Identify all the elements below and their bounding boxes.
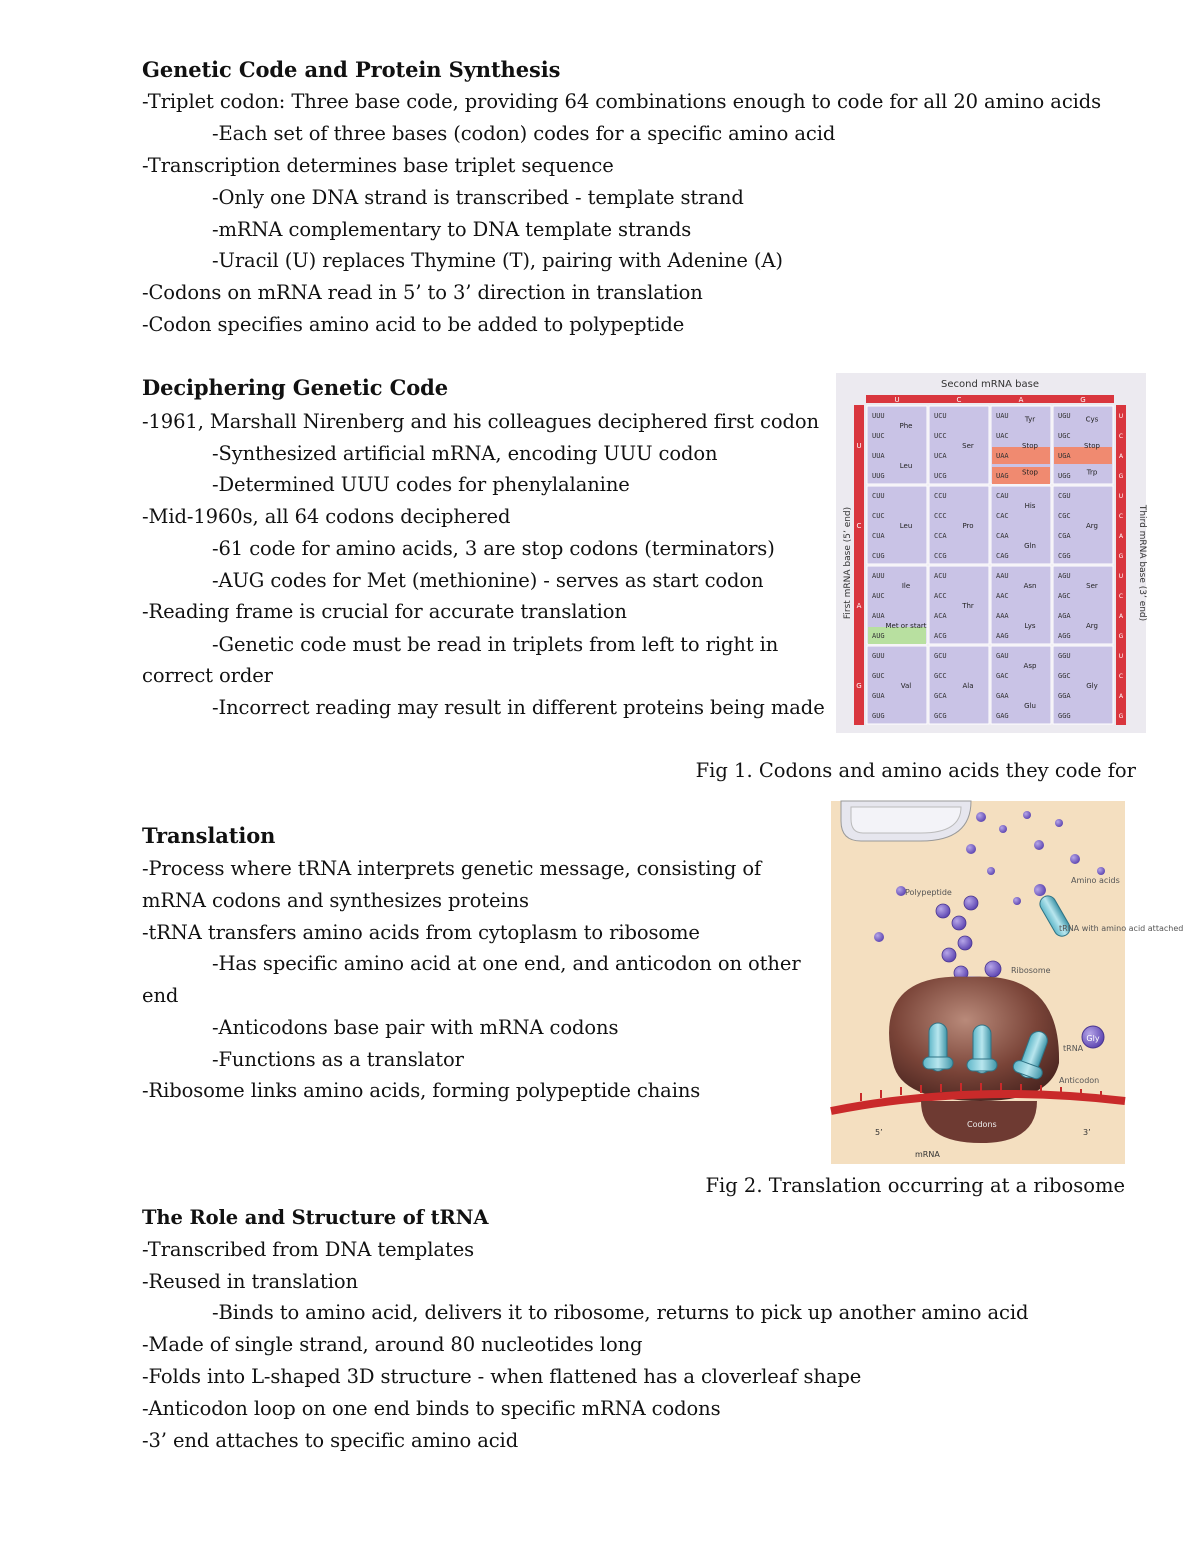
text-line: -Anticodons base pair with mRNA codons <box>212 1016 619 1039</box>
third-base-label: U <box>1118 413 1124 420</box>
amino-acid-label: Pro <box>962 522 974 530</box>
text-line: -Transcription determines base triplet sequence <box>142 154 614 177</box>
third-base-label: C <box>1118 433 1124 440</box>
codon-text: AGG <box>1058 632 1071 640</box>
codon-text: GAA <box>996 692 1009 700</box>
row-base-label: C <box>856 522 862 530</box>
text-line: -Incorrect reading may result in different proteins being made <box>212 696 825 719</box>
text-line: -Each set of three bases (codon) codes for a specific amino acid <box>212 122 836 145</box>
text-line: -Determined UUU codes for phenylalanine <box>212 473 630 496</box>
text-line: -Reused in translation <box>142 1270 358 1293</box>
codon-text: CCA <box>934 532 947 540</box>
codon-text: UUG <box>872 472 885 480</box>
amino-acid-label: Leu <box>899 522 913 530</box>
codon-table-svg <box>836 373 1146 733</box>
codon-text: AUA <box>872 612 885 620</box>
trna-attached-label: tRNA with amino acid attached <box>1059 924 1184 933</box>
amino-acid-label: Trp <box>1086 468 1098 477</box>
codon-text: GGA <box>1058 692 1071 700</box>
amino-acid-label: Lys <box>1024 622 1036 630</box>
codon-text: CAA <box>996 532 1009 540</box>
amino-acid-label: Stop <box>1084 442 1100 450</box>
codon-text: ACG <box>934 632 947 640</box>
row-base-label: A <box>856 602 862 610</box>
codon-text: ACC <box>934 592 947 600</box>
codon-text: GGG <box>1058 712 1071 720</box>
text-line: -Made of single strand, around 80 nucleotides long <box>142 1333 643 1356</box>
codon-text: CGC <box>1058 512 1071 520</box>
codon-text: AAG <box>996 632 1009 640</box>
text-line: -Reading frame is crucial for accurate translation <box>142 600 627 623</box>
codon-text: GUG <box>872 712 885 720</box>
text-line: -1961, Marshall Nirenberg and his colleagues deciphered first codon <box>142 410 819 433</box>
section-title: The Role and Structure of tRNA <box>142 1206 489 1229</box>
anticodon-label: Anticodon <box>1059 1076 1100 1085</box>
amino-acid-label: Cys <box>1085 415 1099 424</box>
amino-acid-label: Ala <box>962 682 974 690</box>
amino-acid-label: Ser <box>1086 582 1098 590</box>
section-title: Genetic Code and Protein Synthesis <box>142 57 561 82</box>
codon-text: GGU <box>1058 652 1071 660</box>
codon-text: UCA <box>934 452 947 460</box>
column-base-label: A <box>1018 396 1024 404</box>
section-title: Deciphering Genetic Code <box>142 375 449 400</box>
amino-acid-label: His <box>1024 502 1036 510</box>
text-line: -tRNA transfers amino acids from cytoplasm to ribosome <box>142 921 700 944</box>
codon-text: UUC <box>872 432 885 440</box>
third-base-label: A <box>1118 613 1124 620</box>
section-title: Translation <box>142 823 276 848</box>
codon-text: UAG <box>996 472 1009 480</box>
text-line: -Transcribed from DNA templates <box>142 1238 475 1261</box>
amino-acid-label: Val <box>900 682 912 690</box>
codon-text: UUU <box>872 412 885 420</box>
row-base-label: U <box>856 442 862 450</box>
codon-text: CUA <box>872 532 885 540</box>
third-base-label: G <box>1118 633 1124 640</box>
third-base-label: G <box>1118 713 1124 720</box>
text-line: -Ribosome links amino acids, forming polypeptide chains <box>142 1079 701 1102</box>
text-line: -mRNA complementary to DNA template strands <box>212 218 692 241</box>
text-line: -Functions as a translator <box>212 1048 464 1071</box>
amino-acid-label: Met or start <box>885 622 927 630</box>
codon-text: CAC <box>996 512 1009 520</box>
text-line: -Anticodon loop on one end binds to specific mRNA codons <box>142 1397 721 1420</box>
codon-text: CGG <box>1058 552 1071 560</box>
codon-text: GAG <box>996 712 1009 720</box>
codon-text: AUU <box>872 572 885 580</box>
column-base-label: C <box>956 396 962 404</box>
third-base-label: G <box>1118 553 1124 560</box>
third-base-label: U <box>1118 573 1124 580</box>
amino-acid-label: Ser <box>962 442 974 450</box>
amino-acid-label: Arg <box>1086 622 1098 630</box>
codon-text: AUG <box>872 632 885 640</box>
codon-text: CGU <box>1058 492 1071 500</box>
codon-text: AAC <box>996 592 1009 600</box>
amino-acid-label: Thr <box>962 602 974 610</box>
text-line: -Has specific amino acid at one end, and anticodon on other <box>212 952 801 975</box>
ribosome-illustration <box>831 801 1184 1164</box>
codon-text: AUC <box>872 592 885 600</box>
mrna-label: mRNA <box>915 1150 940 1159</box>
codon-text: CUG <box>872 552 885 560</box>
polypeptide-label: Polypeptide <box>905 888 952 897</box>
text-line: -Folds into L-shaped 3D structure - when flattened has a cloverleaf shape <box>142 1365 862 1388</box>
third-base-label: A <box>1118 693 1124 700</box>
amino-acid-label: Stop <box>1022 468 1038 477</box>
three-prime-label: 3’ <box>1083 1128 1091 1137</box>
codon-text: CUC <box>872 512 885 520</box>
third-base-label: C <box>1118 593 1124 600</box>
codon-text: CCU <box>934 492 947 500</box>
amino-acid-label: Gly <box>1086 682 1098 690</box>
gly-label: Gly <box>1086 1034 1100 1043</box>
trna-label: tRNA <box>1063 1044 1084 1053</box>
third-base-label: U <box>1118 493 1124 500</box>
third-base-label: G <box>1118 473 1124 480</box>
codon-text: ACU <box>934 572 947 580</box>
row-base-label: G <box>856 682 862 690</box>
amino-acid-label: Ile <box>901 582 911 590</box>
codon-text: CCG <box>934 552 947 560</box>
amino-acid-label: Asp <box>1023 662 1037 670</box>
codon-text: GCU <box>934 652 947 660</box>
first-base-axis-label: First mRNA base (5’ end) <box>843 506 853 620</box>
codon-text: UGU <box>1058 412 1071 420</box>
text-line: -3’ end attaches to specific amino acid <box>142 1429 519 1452</box>
amino-acids-label: Amino acids <box>1071 876 1120 885</box>
third-base-label: A <box>1118 453 1124 460</box>
codon-text: UGA <box>1058 452 1071 460</box>
text-line: -AUG codes for Met (methionine) - serves as start codon <box>212 569 764 592</box>
amino-acid-label: Gln <box>1024 542 1036 550</box>
text-line: -Genetic code must be read in triplets from left to right in <box>212 633 779 656</box>
third-base-label: C <box>1118 513 1124 520</box>
codon-text: GGC <box>1058 672 1071 680</box>
column-base-label: U <box>894 396 900 404</box>
codon-text: AGA <box>1058 612 1071 620</box>
codon-text: UAA <box>996 452 1009 460</box>
codon-text: CAG <box>996 552 1009 560</box>
codon-text: UCG <box>934 472 947 480</box>
amino-acid-label: Stop <box>1022 442 1038 450</box>
codon-text: GCC <box>934 672 947 680</box>
codon-text: UAC <box>996 432 1009 440</box>
ribosome-figure <box>831 801 1184 1164</box>
codon-text: UUA <box>872 452 885 460</box>
figure-caption: Fig 2. Translation occurring at a ribosome <box>705 1174 1125 1197</box>
text-line: end <box>142 984 179 1007</box>
codon-text: CCC <box>934 512 947 520</box>
text-line: mRNA codons and synthesizes proteins <box>142 889 529 912</box>
text-line: -Codons on mRNA read in 5’ to 3’ direction in translation <box>142 281 703 304</box>
codon-text: UGG <box>1058 472 1071 480</box>
second-base-header: Second mRNA base <box>940 379 1040 390</box>
ribosome-label: Ribosome <box>1011 966 1051 975</box>
row-band <box>854 405 864 725</box>
text-line: -Triplet codon: Three base code, providing 64 combinations enough to code for all 20 amino acids <box>142 90 1102 113</box>
codon-text: GUA <box>872 692 885 700</box>
codon-text: AAU <box>996 572 1009 580</box>
five-prime-label: 5’ <box>875 1128 883 1137</box>
codon-text: CAU <box>996 492 1009 500</box>
codon-text: GAC <box>996 672 1009 680</box>
codon-text: GAU <box>996 652 1009 660</box>
amino-acid-label: Leu <box>899 462 913 470</box>
text-line: -Codon specifies amino acid to be added to polypeptide <box>142 313 685 336</box>
codon-table-figure <box>836 373 1146 733</box>
amino-acid-label: Tyr <box>1024 415 1036 424</box>
amino-acid-label: Asn <box>1023 582 1037 590</box>
codon-text: CGA <box>1058 532 1071 540</box>
codon-text: GCA <box>934 692 947 700</box>
codon-text: ACA <box>934 612 947 620</box>
third-base-axis-label: Third mRNA base (3’ end) <box>1137 504 1147 622</box>
codons-label: Codons <box>967 1120 997 1129</box>
amino-acid-label: Glu <box>1024 702 1036 710</box>
third-base-label: U <box>1118 653 1124 660</box>
codon-text: AGC <box>1058 592 1071 600</box>
codon-text: GCG <box>934 712 947 720</box>
text-line: correct order <box>142 664 273 687</box>
codon-text: UCC <box>934 432 947 440</box>
codon-text: GUC <box>872 672 885 680</box>
codon-text: AGU <box>1058 572 1071 580</box>
column-base-label: G <box>1080 396 1086 404</box>
amino-acid-label: Arg <box>1086 522 1098 530</box>
third-base-label: A <box>1118 533 1124 540</box>
codon-text: UGC <box>1058 432 1071 440</box>
figure-caption: Fig 1. Codons and amino acids they code for <box>695 759 1136 782</box>
amino-acid-label: Phe <box>899 422 913 430</box>
text-line: -Uracil (U) replaces Thymine (T), pairing with Adenine (A) <box>212 249 783 272</box>
codon-text: UCU <box>934 412 947 420</box>
text-line: -Synthesized artificial mRNA, encoding UUU codon <box>212 442 718 465</box>
column-band <box>866 395 1114 403</box>
codon-text: CUU <box>872 492 885 500</box>
text-line: -61 code for amino acids, 3 are stop codons (terminators) <box>212 537 775 560</box>
text-line: -Process where tRNA interprets genetic message, consisting of <box>142 857 762 880</box>
text-line: -Only one DNA strand is transcribed - template strand <box>212 186 744 209</box>
codon-text: AAA <box>996 612 1009 620</box>
codon-text: UAU <box>996 412 1009 420</box>
text-line: -Binds to amino acid, delivers it to ribosome, returns to pick up another amino acid <box>212 1301 1029 1324</box>
codon-text: GUU <box>872 652 885 660</box>
text-line: -Mid-1960s, all 64 codons deciphered <box>142 505 511 528</box>
third-base-label: C <box>1118 673 1124 680</box>
